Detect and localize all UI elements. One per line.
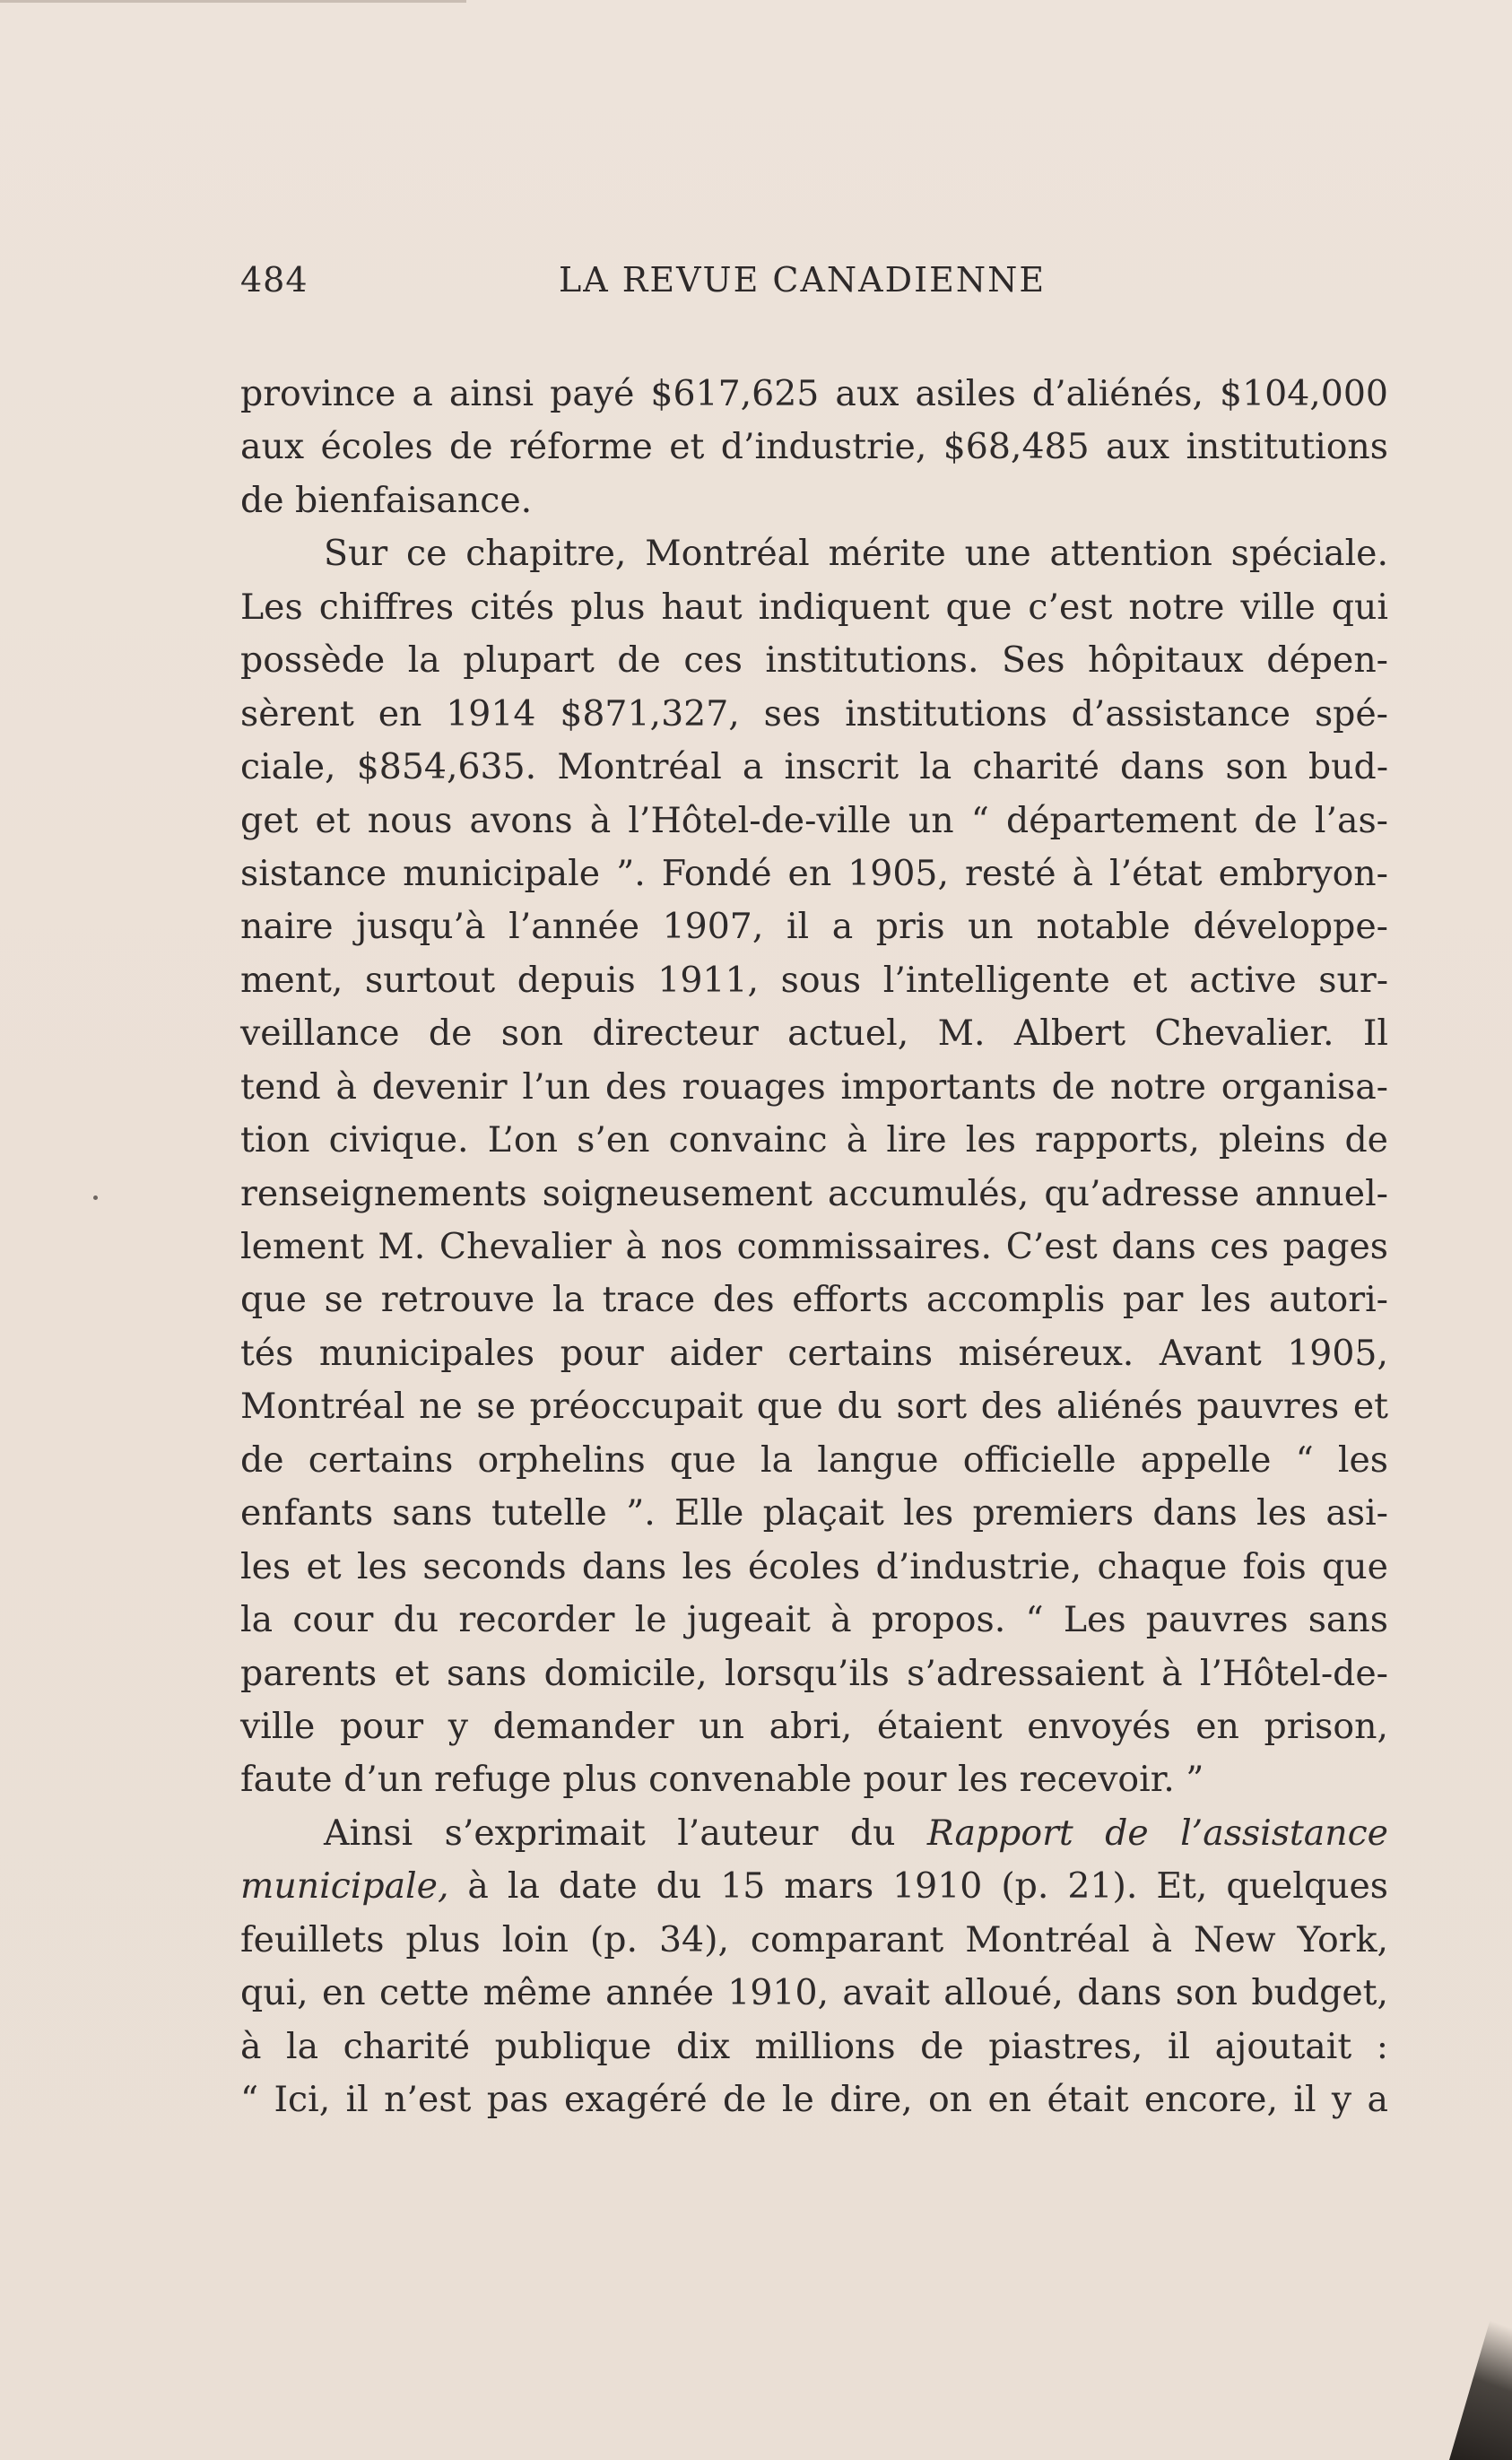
- text-line: naire jusqu’à l’année 1907, il a pris un notable développe-: [240, 906, 1388, 948]
- text-line: ment, surtout depuis 1911, sous l’intelligente et active sur-: [240, 959, 1388, 1001]
- text-line: Montréal ne se préoccupait que du sort des aliénés pauvres et: [240, 1386, 1388, 1428]
- scan-edge-rule: [0, 0, 466, 3]
- body-text: [240, 368, 1388, 2126]
- text-line: possède la plupart de ces institutions. Ses hôpitaux dépen-: [240, 639, 1388, 682]
- text-line: les et les seconds dans les écoles d’industrie, chaque fois que: [240, 1545, 1388, 1587]
- running-head: [240, 260, 1388, 305]
- page-curl-shadow: [1449, 2245, 1512, 2460]
- text-line: à la charité publique dix millions de piastres, il ajoutait :: [240, 2025, 1388, 2067]
- text-line: ville pour y demander un abri, étaient envoyés en prison,: [240, 1705, 1388, 1747]
- text-line: tion civique. L’on s’en convainc à lire les rapports, pleins de: [240, 1119, 1388, 1161]
- text-line: Les chiffres cités plus haut indiquent que c’est notre ville qui: [240, 586, 1388, 628]
- text-line: ciale, $854,635. Montréal a inscrit la charité dans son bud-: [240, 746, 1388, 788]
- italic-title-fragment: municipale,: [240, 1865, 449, 1908]
- text-line: la cour du recorder le jugeait à propos. “ Les pauvres sans: [240, 1599, 1388, 1641]
- text-line: “ Ici, il n’est pas exagéré de le dire, on en était encore, il y a: [240, 2079, 1388, 2120]
- text-line: province a ainsi payé $617,625 aux asiles d’aliénés, $104,000: [240, 373, 1388, 414]
- text-line: sistance municipale ”. Fondé en 1905, resté à l’état embryon-: [240, 852, 1388, 894]
- text-line: de certains orphelins que la langue officielle appelle “ les: [240, 1439, 1388, 1481]
- page-number: 484: [240, 260, 308, 300]
- paper-speck: [93, 1195, 98, 1200]
- text-line: renseignements soigneusement accumulés, qu’adresse annuel-: [240, 1172, 1388, 1214]
- text-line: feuillets plus loin (p. 34), comparant Montréal à New York,: [240, 1918, 1388, 1960]
- text-line: enfants sans tutelle ”. Elle plaçait les premiers dans les asi-: [240, 1492, 1388, 1534]
- text-line: que se retrouve la trace des efforts accomplis par les autori-: [240, 1279, 1388, 1321]
- text-fragment: Ainsi s’exprimait l’auteur du: [324, 1812, 927, 1854]
- text-line: sèrent en 1914 $871,327, ses institutions d’assistance spé-: [240, 692, 1388, 735]
- text-line: veillance de son directeur actuel, M. Albert Chevalier. Il: [240, 1013, 1388, 1055]
- text-line: qui, en cette même année 1910, avait alloué, dans son budget,: [240, 1972, 1388, 2014]
- text-line: aux écoles de réforme et d’industrie, $68,485 aux institutions: [240, 426, 1388, 468]
- text-line: Sur ce chapitre, Montréal mérite une attention spéciale.: [324, 533, 1388, 575]
- text-line: tés municipales pour aider certains miséreux. Avant 1905,: [240, 1332, 1388, 1374]
- text-line: get et nous avons à l’Hôtel-de-ville un “ département de l’as-: [240, 799, 1388, 841]
- italic-title-fragment: Rapport de l’assistance: [926, 1812, 1388, 1854]
- text-line: [240, 1807, 1388, 1860]
- text-line: lement M. Chevalier à nos commissaires. C’est dans ces pages: [240, 1226, 1388, 1267]
- text-fragment: à la date du 15 mars 1910 (p. 21). Et, quelques: [448, 1865, 1388, 1908]
- text-line: parents et sans domicile, lorsqu’ils s’adressaient à l’Hôtel-de-: [240, 1652, 1388, 1694]
- text-line: tend à devenir l’un des rouages importants de notre organisa-: [240, 1065, 1388, 1108]
- text-line: faute d’un refuge plus convenable pour les recevoir. ”: [240, 1759, 1204, 1801]
- text-line: [240, 1860, 1388, 1913]
- journal-title: LA REVUE CANADIENNE: [559, 260, 1047, 300]
- text-line: de bienfaisance.: [240, 479, 533, 521]
